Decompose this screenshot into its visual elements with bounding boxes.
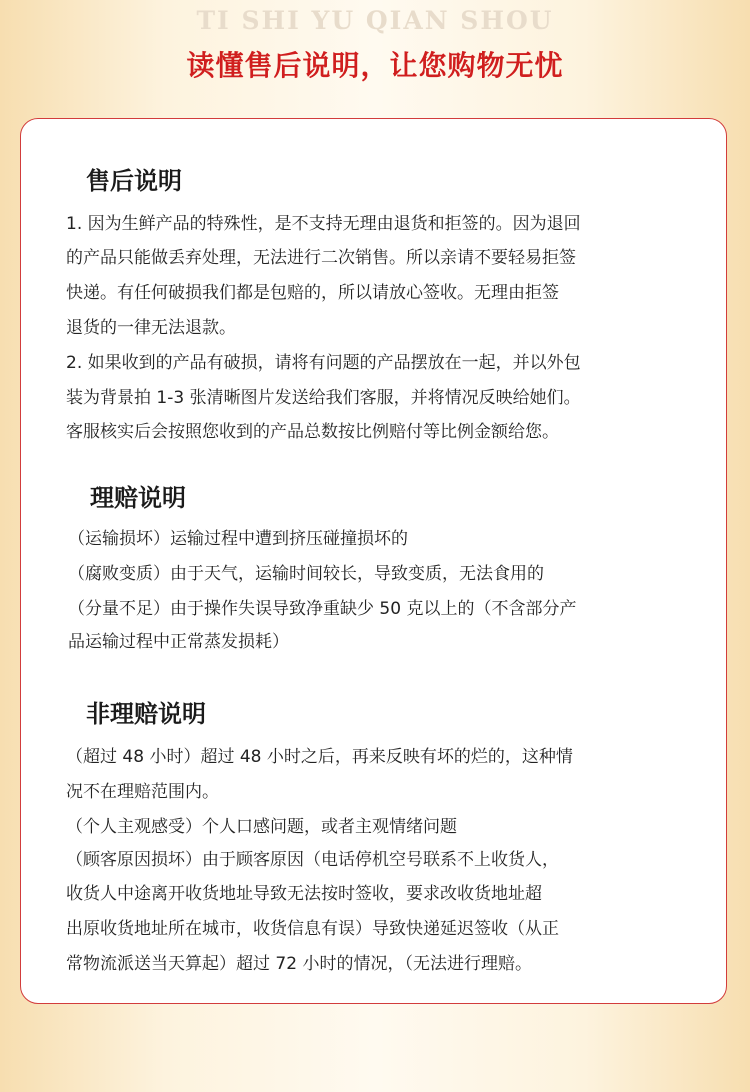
claims-line: 品运输过程中正常蒸发损耗）	[68, 632, 289, 652]
header-watermark	[0, 6, 750, 35]
after-sales-line: 1. 因为生鲜产品的特殊性，是不支持无理由退货和拒签的。因为退回	[66, 214, 581, 234]
non-claims-line: （个人主观感受）个人口感问题，或者主观情绪问题	[66, 817, 457, 837]
after-sales-line: 装为背景拍 1-3 张清晰图片发送给我们客服，并将情况反映给她们。	[66, 388, 581, 408]
claims-line: （运输损坏）运输过程中遭到挤压碰撞损坏的	[68, 529, 408, 549]
after-sales-line: 2. 如果收到的产品有破损，请将有问题的产品摆放在一起，并以外包	[66, 353, 581, 373]
after-sales-line: 快递。有任何破损我们都是包赔的，所以请放心签收。无理由拒签	[66, 283, 559, 303]
header-watermark-text: TI SHI YU QIAN SHOU	[196, 6, 554, 35]
claims-line: （腐败变质）由于天气，运输时间较长，导致变质，无法食用的	[68, 564, 544, 584]
page-title-text: 读懂售后说明，让您购物无忧	[186, 49, 564, 82]
section-title-claims: 理赔说明	[90, 484, 186, 512]
non-claims-line: 出原收货地址所在城市，收货信息有误）导致快递延迟签收（从正	[66, 919, 559, 939]
non-claims-line: （超过 48 小时）超过 48 小时之后，再来反映有坏的烂的，这种情	[66, 747, 573, 767]
claims-line: （分量不足）由于操作失误导致净重缺少 50 克以上的（不含部分产	[68, 599, 577, 619]
after-sales-line: 退货的一律无法退款。	[66, 318, 236, 338]
section-title-after-sales: 售后说明	[86, 167, 182, 195]
non-claims-line: 收货人中途离开收货地址导致无法按时签收，要求改收货地址超	[66, 884, 542, 904]
section-title-non-claims: 非理赔说明	[86, 700, 206, 728]
non-claims-line: 常物流派送当天算起）超过 72 小时的情况，（无法进行理赔。	[66, 954, 532, 974]
after-sales-line: 客服核实后会按照您收到的产品总数按比例赔付等比例金额给您。	[66, 422, 559, 442]
after-sales-line: 的产品只能做丢弃处理，无法进行二次销售。所以亲请不要轻易拒签	[66, 248, 576, 268]
non-claims-line: （顾客原因损坏）由于顾客原因（电话停机空号联系不上收货人，	[66, 850, 559, 870]
page-title	[0, 44, 750, 84]
non-claims-line: 况不在理赔范围内。	[66, 782, 219, 802]
